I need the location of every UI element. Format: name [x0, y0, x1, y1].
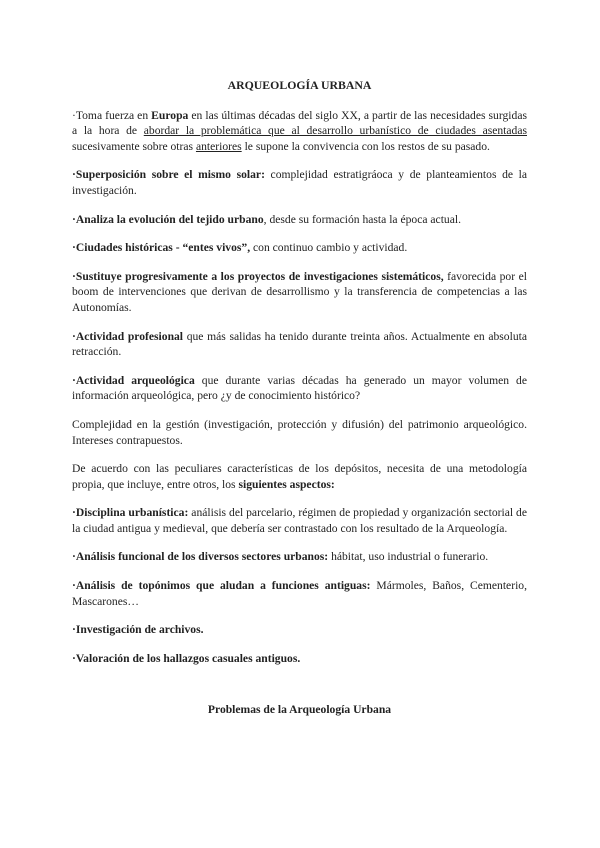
intro-europa: Europa — [151, 108, 189, 122]
paragraph-superposicion — [72, 167, 527, 198]
intro-underlined-2: anteriores — [195, 139, 242, 153]
bold-lead: ·Disciplina urbanística: — [72, 506, 189, 520]
paragraph-hallazgos — [72, 651, 527, 667]
bold-lead: ·Investigación de archivos. — [72, 623, 204, 637]
paragraph-metodologia — [72, 461, 527, 492]
bold-lead: ·Ciudades históricas - “entes vivos”, — [72, 241, 251, 255]
paragraph-intro — [72, 108, 527, 155]
paragraph-text: con continuo cambio y actividad. — [250, 241, 408, 255]
paragraph-actividad-profesional — [72, 329, 527, 360]
paragraph-text: favorecida por el boom de intervenciones que derivan de desarrollismo y la transferencia de competencias a las Autonomías. — [72, 269, 527, 314]
paragraph-actividad-arqueologica — [72, 373, 527, 404]
bold-lead: ·Valoración de los hallazgos casuales antiguos. — [72, 651, 301, 665]
paragraph-complejidad: Complejidad en la gestión (investigación, protección y difusión) del patrimonio arqueológico. Intereses contrapuestos. — [72, 417, 527, 447]
paragraph-text: complejidad estratigráoca y de planteamientos de la investigación. — [72, 168, 527, 197]
page-title: ARQUEOLOGÍA URBANA — [227, 78, 372, 92]
paragraph-text: que más salidas ha tenido durante treinta años. Actualmente en absoluta retracción. — [72, 329, 527, 359]
bold-lead: ·Actividad profesional — [72, 329, 184, 343]
paragraph-disciplina — [72, 505, 527, 536]
bold-lead: siguientes aspectos: — [238, 477, 335, 491]
section-subtitle: Problemas de la Arqueología Urbana — [207, 703, 392, 717]
paragraph-ciudades-historicas — [72, 240, 527, 256]
bold-lead: ·Analiza la evolución del tejido urbano — [72, 212, 264, 226]
paragraph-text: De acuerdo con las peculiares características de los depósitos, necesita de una metodología propia, que incluye, entre otros, los — [72, 462, 527, 491]
bold-lead: ·Actividad arqueológica — [72, 373, 195, 387]
paragraph-tejido-urbano — [72, 212, 527, 228]
bold-lead: ·Superposición sobre el mismo solar: — [72, 168, 265, 182]
paragraph-toponimos — [72, 578, 527, 609]
paragraph-sustituye — [72, 269, 527, 316]
document-page — [72, 78, 527, 718]
intro-text-a: ·Toma fuerza en — [72, 108, 152, 122]
bold-lead: ·Análisis funcional de los diversos sectores urbanos: — [72, 550, 329, 564]
intro-underlined-1: abordar la problemática que al desarrollo urbanístico de ciudades asentadas — [143, 124, 527, 138]
intro-text-c: en las últimas décadas del siglo XX, a partir de las necesidades surgidas a la hora de — [72, 108, 527, 138]
paragraph-analisis-funcional — [72, 549, 527, 565]
paragraph-text: , desde su formación hasta la época actual. — [263, 212, 461, 226]
paragraph-text: análisis del parcelario, régimen de propiedad y organización sectorial de la ciudad antigua y medieval, que debería ser contrastado con los resultado de la Arqueología. — [72, 506, 528, 535]
paragraph-text: que durante varias décadas ha generado un mayor volumen de información arqueológica, pero ¿y de conocimiento histórico? — [72, 373, 527, 403]
paragraph-archivos — [72, 622, 527, 638]
bold-lead: ·Sustituye progresivamente a los proyectos de investigaciones sistemáticos, — [72, 269, 444, 283]
paragraph-text: Mármoles, Baños, Cementerio, Mascarones… — [72, 579, 527, 608]
bold-lead: ·Análisis de topónimos que aludan a funciones antiguas: — [72, 579, 371, 593]
paragraph-text: hábitat, uso industrial o funerario. — [328, 550, 489, 564]
intro-text-g: le supone la convivencia con los restos de su pasado. — [241, 139, 490, 153]
intro-text-e: sucesivamente sobre otras — [72, 139, 196, 153]
